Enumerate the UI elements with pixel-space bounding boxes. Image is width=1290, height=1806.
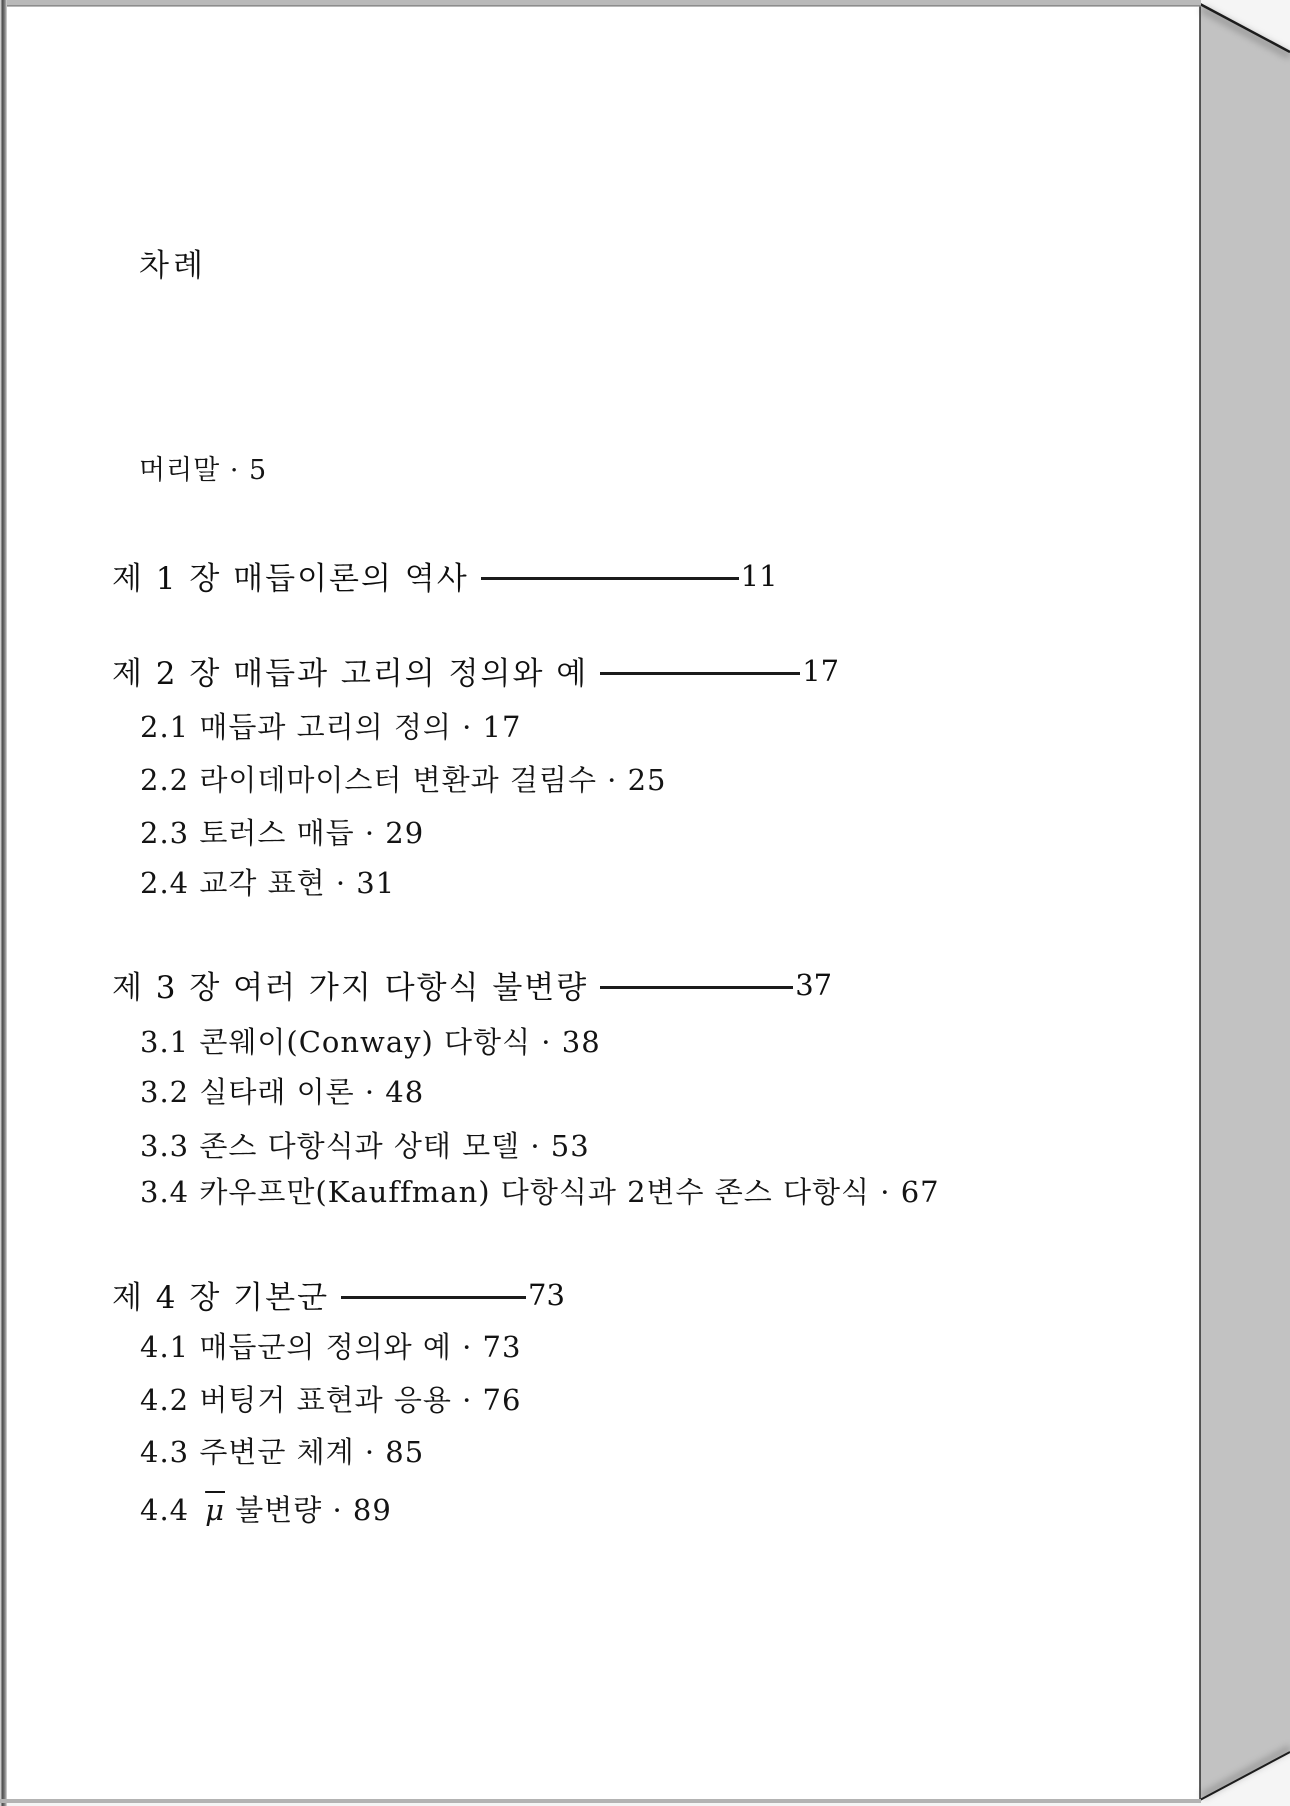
chapter-row-1	[112, 553, 778, 598]
book-edge-3d	[1200, 4, 1290, 1800]
section-row-3-2: 3.2 실타래 이론 · 48	[140, 1075, 425, 1109]
mu-bar-symbol: $\overline{\mu}$	[205, 1493, 225, 1527]
chapter-4-title: 제 4 장 기본군	[112, 1280, 330, 1316]
section-row-3-4: 3.4 카우프만(Kauffman) 다항식과 2변수 존스 다항식 · 67	[140, 1175, 940, 1209]
toc-leader-rule	[600, 672, 800, 675]
section-row-2-4: 2.4 교각 표현 · 31	[140, 866, 396, 900]
chapter-2-page-number: 17	[802, 653, 840, 688]
section-row-2-1: 2.1 매듭과 고리의 정의 · 17	[140, 710, 522, 744]
section-row-3-3: 3.3 존스 다항식과 상태 모델 · 53	[140, 1129, 590, 1163]
chapter-row-2	[112, 648, 839, 693]
toc-leader-rule	[341, 1296, 526, 1299]
section-row-4-3: 4.3 주변군 체계 · 85	[140, 1435, 425, 1469]
section-row-4-1: 4.1 매듭군의 정의와 예 · 73	[140, 1330, 522, 1364]
section-row-2-2: 2.2 라이데마이스터 변환과 걸림수 · 25	[140, 763, 667, 797]
preface-entry: 머리말 · 5	[139, 455, 268, 486]
toc-title: 차례	[139, 248, 207, 284]
section-row-2-3: 2.3 토러스 매듭 · 29	[140, 816, 425, 850]
chapter-row-4	[112, 1272, 565, 1317]
chapter-3-page-number: 37	[795, 967, 833, 1002]
section-row-4-2: 4.2 버팅거 표현과 응용 · 76	[140, 1383, 522, 1417]
section-4-4-label: 불변량 · 89	[224, 1493, 392, 1527]
section-4-4-number: 4.4	[140, 1493, 190, 1527]
toc-leader-rule	[481, 577, 739, 580]
chapter-2-title: 제 2 장 매듭과 고리의 정의와 예	[112, 656, 589, 692]
chapter-4-page-number: 73	[528, 1277, 565, 1312]
toc-leader-rule	[600, 986, 793, 989]
chapter-3-title: 제 3 장 여러 가지 다항식 불변량	[112, 970, 589, 1006]
section-row-4-4	[140, 1488, 392, 1529]
chapter-row-3	[112, 962, 832, 1007]
chapter-1-page-number: 11	[740, 558, 778, 593]
chapter-1-title: 제 1 장 매듭이론의 역사	[112, 561, 469, 597]
section-row-3-1: 3.1 콘웨이(Conway) 다항식 · 38	[140, 1025, 601, 1059]
